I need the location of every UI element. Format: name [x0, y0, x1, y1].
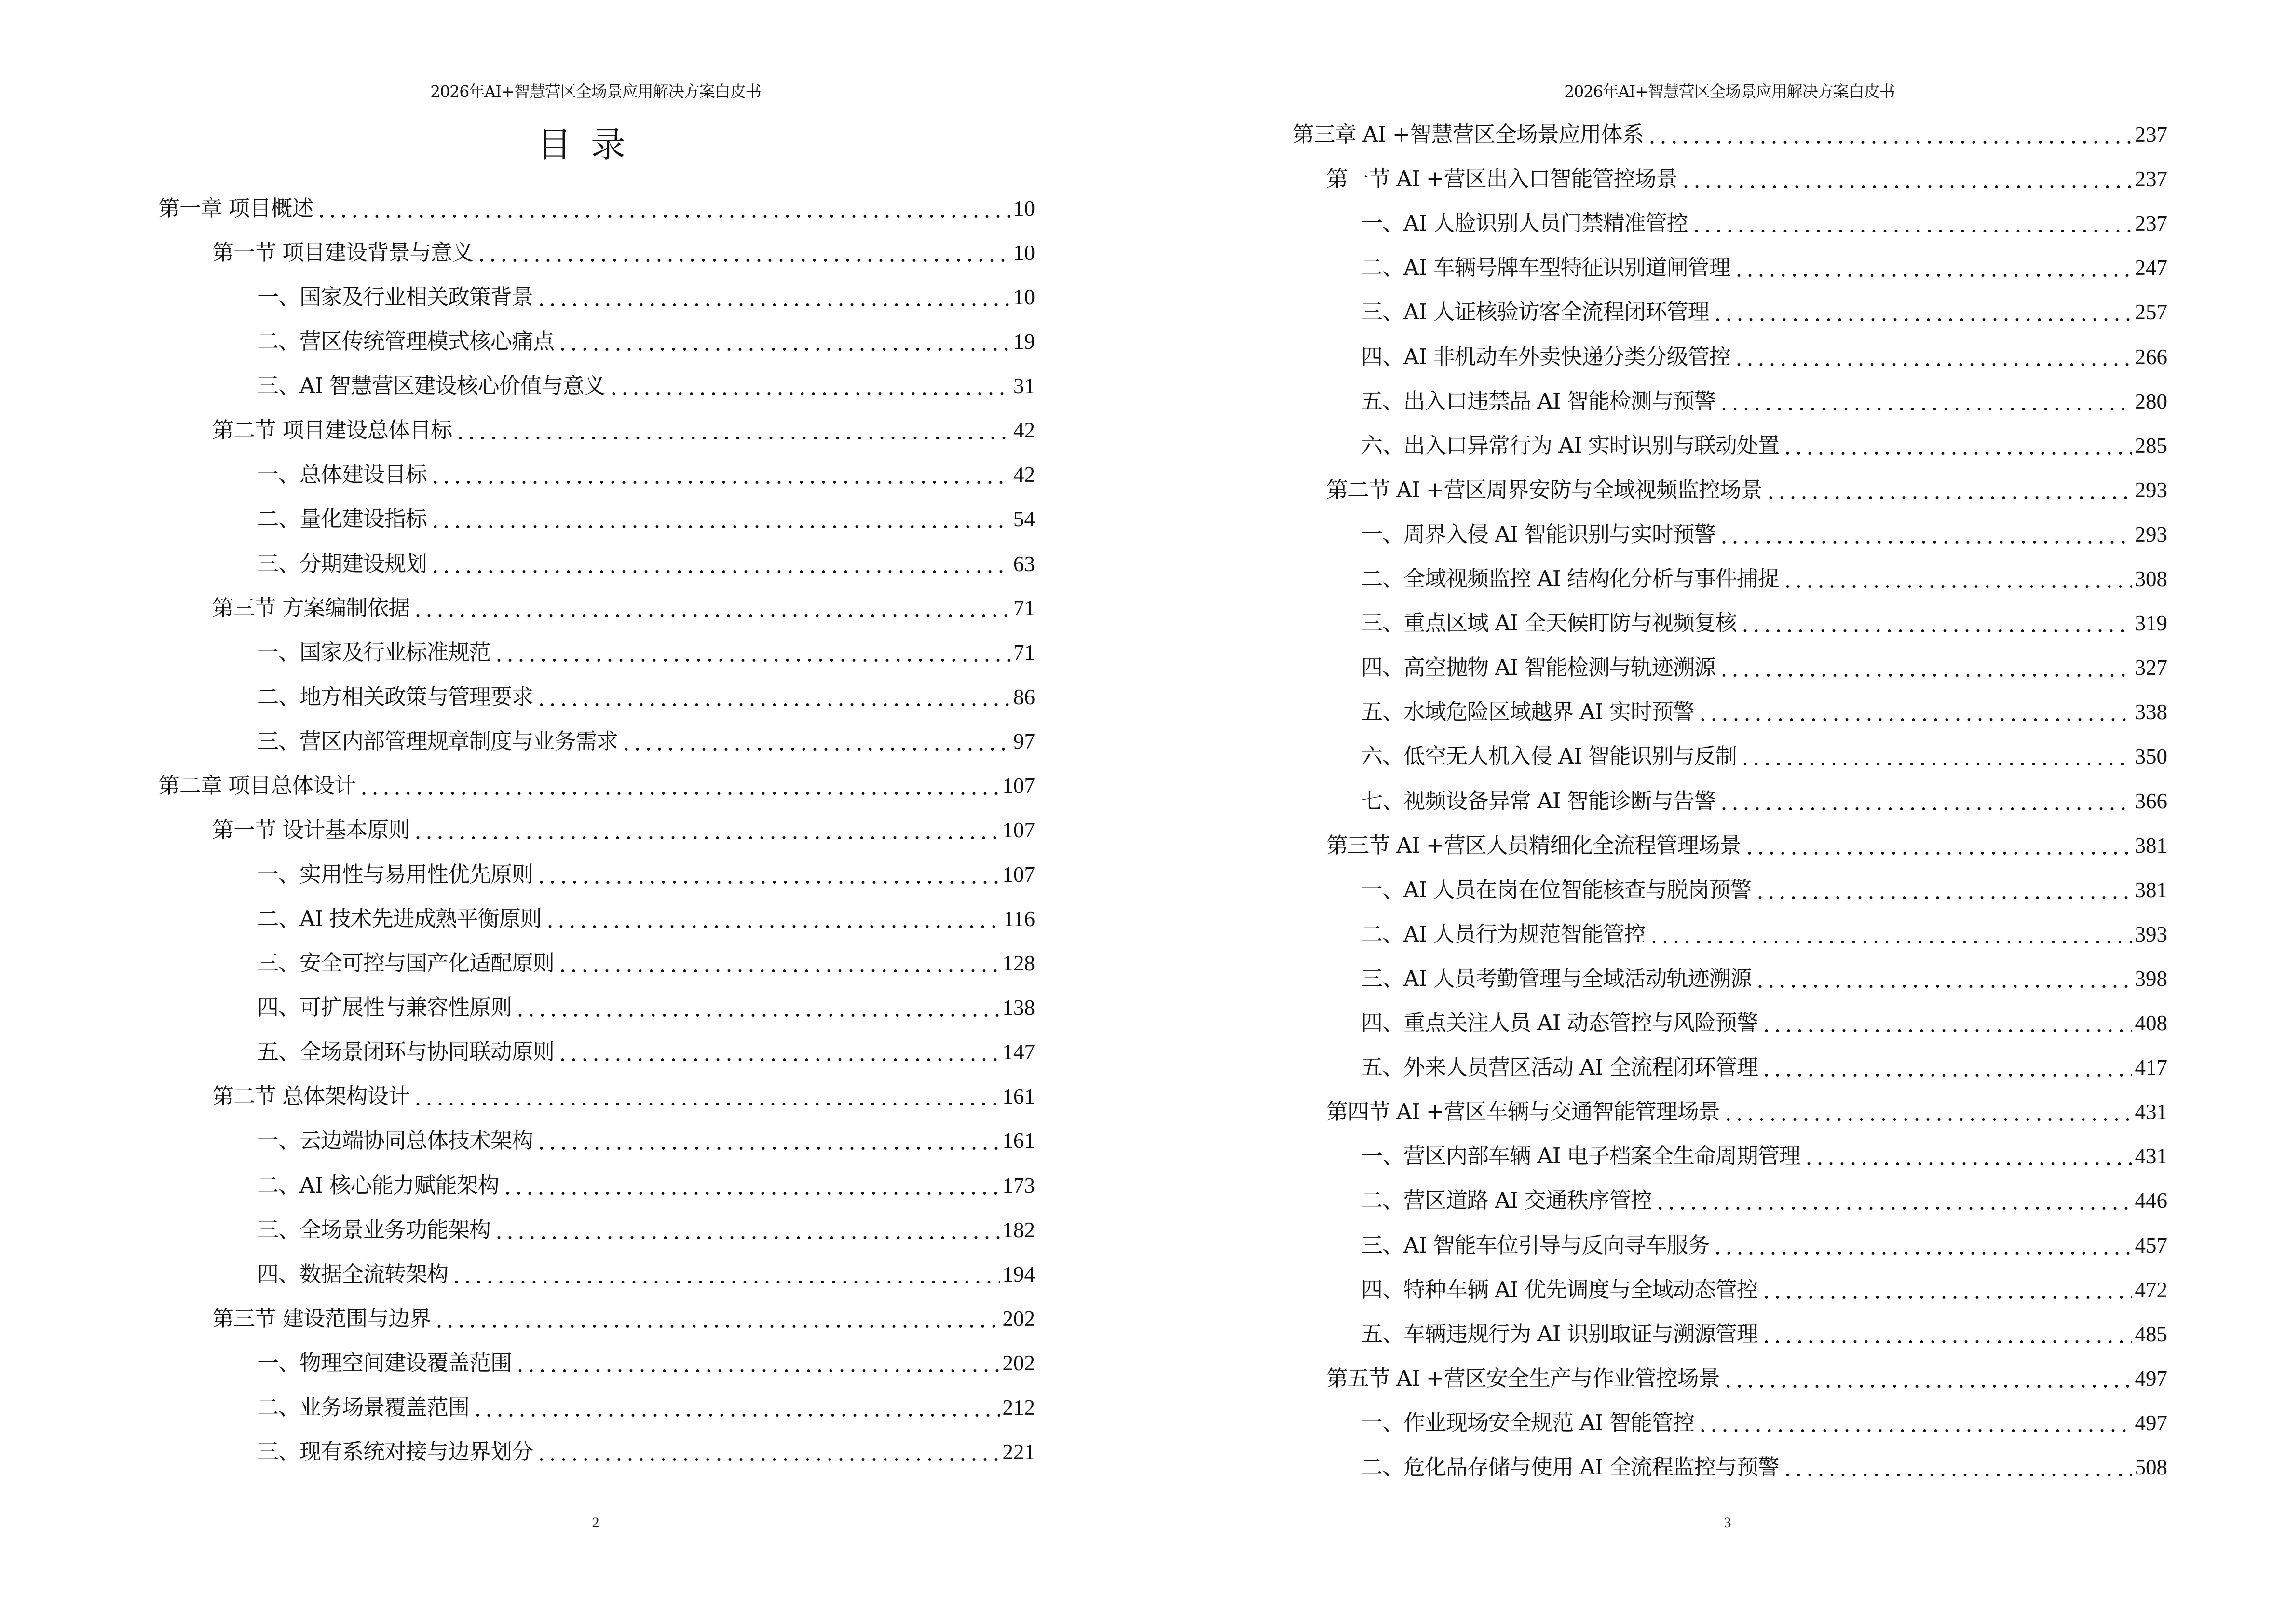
toc-entry-label: 第一节 项目建设背景与意义 [212, 240, 474, 266]
toc-entry[interactable] [1326, 476, 2167, 505]
toc-entry-label: 第二节 AI +营区周界安防与全域视频监控场景 [1326, 477, 1762, 503]
toc-entry-page-number: 221 [1002, 1439, 1035, 1464]
toc-entry[interactable] [1361, 1009, 2167, 1037]
dot-leader [536, 283, 1010, 312]
toc-entry-label: 一、国家及行业标准规范 [257, 639, 491, 665]
toc-entry[interactable] [1361, 1231, 2167, 1260]
toc-entry[interactable] [1361, 875, 2167, 904]
dot-leader [1733, 342, 2132, 371]
toc-entry-label: 二、量化建设指标 [257, 506, 427, 532]
toc-entry-label: 三、分期建设规划 [257, 550, 427, 576]
toc-entry-page-number: 366 [2135, 789, 2167, 813]
toc-entry-label: 二、AI 技术先进成熟平衡原则 [257, 906, 542, 932]
toc-entry-page-number: 42 [1013, 418, 1035, 443]
toc-entry[interactable] [257, 860, 1035, 889]
dot-leader [472, 1393, 999, 1422]
dot-leader [1733, 253, 2132, 282]
toc-entry-label: 二、AI 车辆号牌车型特征识别道闸管理 [1361, 255, 1730, 281]
toc-entry-label: 四、可扩展性与兼容性原则 [257, 995, 512, 1021]
toc-entry[interactable] [1326, 1097, 2167, 1126]
toc-entry[interactable] [257, 1349, 1035, 1378]
page-right [1144, 0, 2287, 1624]
toc-entry-label: 五、出入口违禁品 AI 智能检测与预警 [1361, 388, 1715, 414]
dot-leader [557, 327, 1010, 356]
toc-entry[interactable] [257, 993, 1035, 1022]
toc-entry-page-number: 10 [1013, 241, 1035, 265]
running-header: 2026年AI+智慧营区全场景应用解决方案白皮书 [430, 82, 761, 101]
toc-entry[interactable] [158, 771, 1035, 800]
toc-entry-label: 二、业务场景覆盖范围 [257, 1394, 470, 1420]
toc-entry-page-number: 107 [1002, 818, 1035, 842]
toc-entry-label: 二、全域视频监控 AI 结构化分析与事件捕捉 [1361, 566, 1779, 591]
dot-leader [358, 771, 999, 800]
toc-entry-label: 一、国家及行业相关政策背景 [257, 284, 533, 310]
toc-entry[interactable] [257, 283, 1035, 312]
toc-entry-page-number: 71 [1013, 640, 1035, 665]
toc-entry-page-number: 10 [1013, 285, 1035, 310]
dot-leader [608, 371, 1010, 400]
toc-entry-label: 第五节 AI +营区安全生产与作业管控场景 [1326, 1365, 1720, 1391]
toc-entry[interactable] [212, 1082, 1035, 1111]
dot-leader [1718, 387, 2132, 416]
toc-entry-page-number: 408 [2135, 1011, 2167, 1035]
toc-entry[interactable] [1361, 1275, 2167, 1304]
toc-entry-page-number: 485 [2135, 1322, 2167, 1346]
toc-entry-page-number: 19 [1013, 329, 1035, 354]
toc-entry[interactable] [1361, 253, 2167, 282]
dot-leader [1647, 120, 2132, 149]
toc-entry-page-number: 350 [2135, 744, 2167, 769]
toc-entry-page-number: 381 [2135, 833, 2167, 858]
toc-entry[interactable] [212, 594, 1035, 623]
toc-entry-page-number: 417 [2135, 1055, 2167, 1080]
toc-entry-page-number: 508 [2135, 1455, 2167, 1479]
toc-entry-page-number: 194 [1002, 1262, 1035, 1286]
toc-entry[interactable] [257, 949, 1035, 978]
toc-entry-label: 第三节 AI +营区人员精细化全流程管理场景 [1326, 832, 1741, 858]
toc-entry[interactable] [257, 1126, 1035, 1155]
toc-entry[interactable] [257, 1260, 1035, 1289]
dot-leader [493, 638, 1010, 667]
toc-entry-label: 四、AI 非机动车外卖快递分类分级管控 [1361, 343, 1730, 369]
toc-entry-label: 一、AI 人员在岗在位智能核查与脱岗预警 [1361, 876, 1752, 902]
dot-leader [1782, 564, 2132, 593]
toc-entry-label: 一、周界入侵 AI 智能识别与实时预警 [1361, 521, 1715, 547]
toc-entry-label: 六、低空无人机入侵 AI 智能识别与反制 [1361, 743, 1737, 769]
toc-entry-page-number: 173 [1002, 1173, 1035, 1198]
toc-entry[interactable] [1361, 1053, 2167, 1082]
toc-entry-page-number: 10 [1013, 196, 1035, 220]
toc-entry-page-number: 31 [1013, 374, 1035, 398]
dot-leader [1712, 1231, 2132, 1260]
toc-entry[interactable] [1326, 831, 2167, 860]
toc-entry[interactable] [1361, 920, 2167, 949]
toc-entry-label: 二、危化品存储与使用 AI 全流程监控与预警 [1361, 1454, 1779, 1480]
toc-entry-label: 第二章 项目总体设计 [158, 772, 356, 798]
toc-entry[interactable] [257, 1171, 1035, 1200]
dot-leader [1648, 920, 2132, 949]
toc-entry[interactable] [257, 549, 1035, 578]
toc-entry-label: 第一章 项目概述 [158, 195, 313, 221]
dot-leader [1718, 520, 2132, 549]
toc-entry-page-number: 431 [2135, 1144, 2167, 1169]
toc-entry[interactable] [257, 1037, 1035, 1066]
toc-entry-label: 五、全场景闭环与协同联动原则 [257, 1039, 555, 1065]
toc-entry[interactable] [212, 238, 1035, 267]
toc-entry-label: 三、全场景业务功能架构 [257, 1216, 491, 1242]
dot-leader [1740, 742, 2132, 771]
toc-entry-page-number: 237 [2135, 123, 2167, 147]
toc-entry-page-number: 116 [1003, 907, 1035, 931]
toc-entry-label: 三、AI 智能车位引导与反向寻车服务 [1361, 1232, 1709, 1258]
toc-entry-page-number: 338 [2135, 700, 2167, 724]
toc-entry-label: 三、AI 人证核验访客全流程闭环管理 [1361, 299, 1709, 325]
toc-entry[interactable] [1361, 964, 2167, 993]
toc-entry-page-number: 319 [2135, 611, 2167, 636]
toc-entry[interactable] [1361, 387, 2167, 416]
toc-entry[interactable] [257, 904, 1035, 933]
toc-entry-page-number: 497 [2135, 1410, 2167, 1435]
toc-entry-label: 二、营区道路 AI 交通秩序管控 [1361, 1187, 1652, 1214]
toc-entry-page-number: 497 [2135, 1366, 2167, 1391]
toc-entry-page-number: 280 [2135, 389, 2167, 413]
toc-entry[interactable] [1361, 1186, 2167, 1215]
toc-entry-page-number: 107 [1002, 862, 1035, 887]
toc-entry-label: 六、出入口异常行为 AI 实时识别与联动处置 [1361, 432, 1779, 458]
toc-entry[interactable] [1361, 1320, 2167, 1349]
toc-entry[interactable] [257, 371, 1035, 400]
dot-leader [430, 460, 1010, 489]
toc-entry[interactable] [1361, 1408, 2167, 1437]
dot-leader [451, 1260, 999, 1289]
toc-entry-page-number: 266 [2135, 344, 2167, 369]
toc-entry-page-number: 212 [1002, 1395, 1035, 1419]
dot-leader [1765, 476, 2132, 505]
toc-entry-label: 三、重点区域 AI 全天候盯防与视频复核 [1361, 610, 1737, 636]
toc-entry-page-number: 182 [1002, 1217, 1035, 1242]
page-number: 3 [1724, 1515, 1731, 1530]
dot-leader [1655, 1186, 2132, 1215]
dot-leader [476, 238, 1010, 267]
dot-leader [1782, 431, 2132, 460]
dot-leader [1744, 831, 2132, 860]
toc-entry-label: 三、营区内部管理规章制度与业务需求 [257, 728, 618, 754]
dot-leader [536, 1126, 999, 1155]
dot-leader [1761, 1053, 2132, 1082]
toc-entry[interactable] [158, 194, 1035, 223]
toc-entry[interactable] [1361, 342, 2167, 371]
dot-leader [316, 194, 1010, 223]
dot-leader [455, 416, 1010, 445]
toc-entry[interactable] [1326, 1364, 2167, 1393]
toc-entry-label: 一、营区内部车辆 AI 电子档案全生命周期管理 [1361, 1143, 1800, 1169]
toc-entry[interactable] [1361, 697, 2167, 726]
toc-entry-page-number: 247 [2135, 256, 2167, 280]
dot-leader [430, 549, 1010, 578]
toc-entry-label: 一、物理空间建设覆盖范围 [257, 1350, 512, 1376]
toc-entry-page-number: 138 [1002, 996, 1035, 1020]
toc-entry[interactable] [1361, 564, 2167, 593]
toc-entry-label: 四、高空抛物 AI 智能检测与轨迹溯源 [1361, 655, 1715, 681]
toc-entry-label: 一、实用性与易用性优先原则 [257, 861, 533, 887]
toc-entry-label: 第三章 AI +智慧营区全场景应用体系 [1293, 122, 1644, 147]
toc-entry-label: 四、特种车辆 AI 优先调度与全域动态管控 [1361, 1276, 1758, 1302]
dot-leader [412, 1082, 999, 1111]
toc-entry-label: 第二节 项目建设总体目标 [212, 417, 452, 443]
toc-entry-page-number: 147 [1002, 1040, 1035, 1064]
toc-entry[interactable] [212, 1304, 1035, 1333]
toc-entry-label: 二、AI 人员行为规范智能管控 [1361, 921, 1646, 947]
dot-leader [536, 860, 999, 889]
dot-leader [493, 1215, 999, 1244]
toc-entry[interactable] [1361, 653, 2167, 682]
toc-entry-page-number: 446 [2135, 1188, 2167, 1213]
running-header: 2026年AI+智慧营区全场景应用解决方案白皮书 [1564, 82, 1895, 101]
toc-entry-label: 二、营区传统管理模式核心痛点 [257, 328, 555, 355]
toc-entry-page-number: 308 [2135, 567, 2167, 591]
toc-entry-page-number: 293 [2135, 522, 2167, 546]
toc-entry[interactable] [1361, 742, 2167, 771]
dot-leader [557, 1037, 999, 1066]
toc-entry-label: 五、车辆违规行为 AI 识别取证与溯源管理 [1361, 1321, 1758, 1347]
toc-entry-page-number: 327 [2135, 655, 2167, 680]
toc-entry[interactable] [257, 638, 1035, 667]
toc-entry-label: 四、数据全流转架构 [257, 1261, 449, 1287]
toc-entry-label: 第二节 总体架构设计 [212, 1083, 410, 1109]
dot-leader [536, 1437, 999, 1466]
toc-entry-label: 三、现有系统对接与边界划分 [257, 1438, 533, 1464]
toc-entry-label: 二、AI 核心能力赋能架构 [257, 1172, 499, 1198]
toc-entry[interactable] [257, 682, 1035, 711]
toc-entry[interactable] [257, 727, 1035, 756]
toc-entry[interactable] [1361, 609, 2167, 638]
toc-entry[interactable] [1293, 120, 2167, 149]
toc-entry-label: 一、总体建设目标 [257, 462, 427, 488]
dot-leader [434, 1304, 999, 1333]
dot-leader [1803, 1142, 2132, 1171]
dot-leader [502, 1171, 1000, 1200]
toc-entry-page-number: 161 [1002, 1129, 1035, 1153]
toc-entry-label: 三、安全可控与国产化适配原则 [257, 950, 555, 976]
toc-entry-page-number: 202 [1002, 1306, 1035, 1331]
dot-leader [1723, 1097, 2132, 1126]
page-number: 2 [592, 1515, 599, 1530]
toc-entry-label: 五、外来人员营区活动 AI 全流程闭环管理 [1361, 1054, 1758, 1080]
dot-leader [515, 993, 999, 1022]
dot-leader [1761, 1275, 2132, 1304]
dot-leader [1697, 1408, 2132, 1437]
toc-entry[interactable] [1361, 209, 2167, 238]
toc-entry[interactable] [257, 327, 1035, 356]
toc-entry-page-number: 472 [2135, 1277, 2167, 1302]
toc-entry-page-number: 86 [1013, 684, 1035, 709]
dot-leader [412, 594, 1010, 623]
toc-entry-page-number: 457 [2135, 1233, 2167, 1257]
dot-leader [1782, 1453, 2132, 1482]
dot-leader [515, 1349, 999, 1378]
toc-entry-label: 一、AI 人脸识别人员门禁精准管控 [1361, 210, 1688, 236]
toc-entry-label: 三、AI 智慧营区建设核心价值与意义 [257, 373, 605, 399]
toc-entry[interactable] [1361, 787, 2167, 816]
toc-entry-page-number: 237 [2135, 167, 2167, 191]
dot-leader [545, 904, 1001, 933]
toc-entry[interactable] [212, 816, 1035, 845]
toc-entry-page-number: 393 [2135, 922, 2167, 946]
dot-leader [1691, 209, 2132, 238]
dot-leader [621, 727, 1010, 756]
toc-entry-page-number: 71 [1013, 596, 1035, 620]
toc-entry-page-number: 107 [1002, 773, 1035, 798]
dot-leader [536, 682, 1010, 711]
toc-entry[interactable] [1361, 298, 2167, 327]
dot-leader [1723, 1364, 2132, 1393]
toc-entry[interactable] [257, 1437, 1035, 1466]
toc-entry-page-number: 161 [1002, 1084, 1035, 1109]
dot-leader [412, 816, 999, 845]
toc-entry-label: 七、视频设备异常 AI 智能诊断与告警 [1361, 788, 1715, 814]
toc-entry-label: 第三节 方案编制依据 [212, 595, 410, 621]
toc-entry-page-number: 202 [1002, 1351, 1035, 1375]
toc-entry[interactable] [212, 416, 1035, 445]
toc-entry-page-number: 293 [2135, 478, 2167, 502]
toc-entry[interactable] [1361, 431, 2167, 460]
toc-entry[interactable] [1326, 164, 2167, 193]
toc-title: 目录 [536, 124, 645, 165]
toc-entry[interactable] [1361, 520, 2167, 549]
toc-entry-page-number: 54 [1013, 507, 1035, 532]
toc-entry-page-number: 42 [1013, 463, 1035, 487]
toc-entry-label: 第三节 建设范围与边界 [212, 1305, 431, 1331]
toc-entry-page-number: 381 [2135, 877, 2167, 902]
toc-entry-page-number: 431 [2135, 1100, 2167, 1124]
toc-entry-page-number: 237 [2135, 211, 2167, 236]
toc-entry-page-number: 128 [1002, 951, 1035, 976]
toc-entry-page-number: 257 [2135, 300, 2167, 325]
toc-entry[interactable] [257, 1215, 1035, 1244]
toc-entry[interactable] [1361, 1142, 2167, 1171]
dot-leader [1680, 164, 2132, 193]
toc-entry-page-number: 97 [1013, 729, 1035, 753]
dot-leader [1761, 1320, 2132, 1349]
toc-entry[interactable] [1361, 1453, 2167, 1482]
toc-entry-label: 三、AI 人员考勤管理与全域活动轨迹溯源 [1361, 965, 1752, 991]
dot-leader [1740, 609, 2132, 638]
toc-entry-page-number: 398 [2135, 966, 2167, 991]
toc-entry[interactable] [257, 1393, 1035, 1422]
toc-entry-label: 第一节 设计基本原则 [212, 817, 410, 843]
dot-leader [557, 949, 999, 978]
toc-entry-label: 第一节 AI +营区出入口智能管控场景 [1326, 166, 1677, 192]
toc-entry[interactable] [257, 505, 1035, 533]
toc-entry-page-number: 63 [1013, 551, 1035, 576]
dot-leader [1697, 697, 2132, 726]
dot-leader [430, 505, 1010, 533]
toc-entry-label: 五、水域危险区域越界 AI 实时预警 [1361, 699, 1694, 725]
dot-leader [1755, 964, 2132, 993]
toc-entry[interactable] [257, 460, 1035, 489]
dot-leader [1718, 787, 2132, 816]
dot-leader [1755, 875, 2132, 904]
toc-entry-label: 四、重点关注人员 AI 动态管控与风险预警 [1361, 1010, 1758, 1036]
dot-leader [1718, 653, 2132, 682]
dot-leader [1761, 1009, 2132, 1037]
toc-entry-label: 一、云边端协同总体技术架构 [257, 1128, 533, 1154]
toc-entry-page-number: 285 [2135, 433, 2167, 458]
toc-entry-label: 二、地方相关政策与管理要求 [257, 683, 533, 710]
dot-leader [1712, 298, 2132, 327]
toc-entry-label: 一、作业现场安全规范 AI 智能管控 [1361, 1409, 1694, 1435]
toc-entry-label: 第四节 AI +营区车辆与交通智能管理场景 [1326, 1099, 1720, 1125]
